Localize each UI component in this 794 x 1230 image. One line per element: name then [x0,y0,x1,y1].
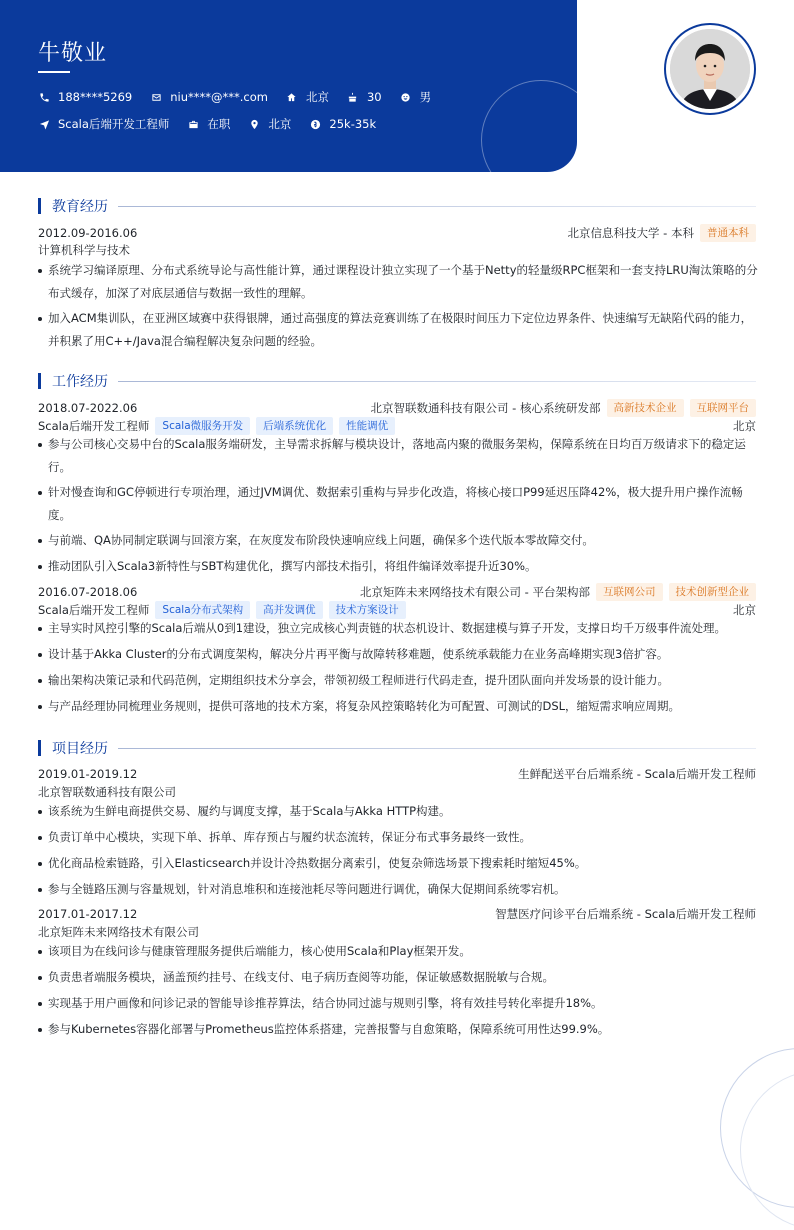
job-intent-row [38,116,394,132]
projects-section-header [38,738,756,758]
education-row [38,224,756,242]
contact-row [38,89,449,105]
skill-tag: 高并发调优 [256,601,323,619]
education-major: 计算机科学与技术 [38,243,130,257]
project-name-role: 智慧医疗问诊平台后端系统 - Scala后端开发工程师 [495,907,756,921]
phone-icon [38,91,50,103]
job-header-row [38,583,756,601]
project-company: 北京矩阵未来网络技术有限公司 [38,925,199,939]
briefcase-icon [187,118,199,130]
project-period: 2017.01-2017.12 [38,907,138,921]
candidate-name: 牛敬业 [38,41,108,66]
email-text: niu****@***.com [170,90,268,104]
avatar [670,29,750,109]
education-tag: 普通本科 [700,224,756,242]
education-section-header [38,196,756,216]
city-item [286,89,329,105]
list-item: 参与全链路压测与容量规划，针对消息堆积和连接池耗尽等问题进行调优，确保大促期间系统零宕机。 [38,878,758,901]
job-target-item [38,116,169,132]
send-icon [38,118,50,130]
job-role: Scala后端开发工程师 [38,419,150,433]
target-city-text: 北京 [268,117,292,131]
section-divider [118,206,756,207]
skill-tag: 性能调优 [339,417,395,435]
section-title: 工作经历 [52,374,108,390]
header-banner [0,0,577,172]
phone-text: 188****5269 [58,90,133,104]
list-item: 优化商品检索链路，引入Elasticsearch并设计冷热数据分离索引，使复杂筛选场景下搜索耗时缩短45%。 [38,852,758,875]
job-role: Scala后端开发工程师 [38,603,150,617]
home-icon [286,91,298,103]
education-major-row [38,242,756,258]
avatar-frame [664,23,756,115]
job-company-group [360,583,756,601]
list-item: 输出架构决策记录和代码范例，定期组织技术分享会，带领初级工程师进行代码走查，提升团队面向并发场景的设计能力。 [38,669,758,692]
name-underline [38,71,70,73]
skill-tag: Scala微服务开发 [155,417,250,435]
list-item: 与前端、QA协同制定联调与回滚方案，在灰度发布阶段快速响应线上问题，确保多个迭代版本零故障交付。 [38,529,758,552]
job-company: 北京智联数通科技有限公司 - 核心系统研发部 [370,401,601,415]
section-title: 教育经历 [52,199,108,215]
mail-icon [150,91,162,103]
list-item: 负责订单中心模块，实现下单、拆单、库存预占与履约状态流转，保证分布式事务最终一致性。 [38,826,758,849]
company-tag: 互联网公司 [596,583,663,601]
section-bar [38,740,41,756]
company-tag: 技术创新型企业 [669,583,757,601]
list-item: 参与公司核心交易中台的Scala服务端研发，主导需求拆解与模块设计，落地高内聚的微服务架构，保障系统在日均百万级请求下的稳定运行。 [38,433,758,479]
list-item: 负责患者端服务模块，涵盖预约挂号、在线支付、电子病历查阅等功能，保证敏感数据脱敏与合规。 [38,966,758,989]
list-item: 该系统为生鲜电商提供交易、履约与调度支撑，基于Scala与Akka HTTP构建。 [38,800,758,823]
job-target-text: Scala后端开发工程师 [58,117,170,131]
education-school: 北京信息科技大学 - 本科 [567,226,694,240]
project-company: 北京智联数通科技有限公司 [38,785,176,799]
job-period: 2016.07-2018.06 [38,585,138,599]
status-text: 在职 [207,117,231,131]
job-period: 2018.07-2022.06 [38,401,138,415]
job-location: 北京 [733,419,756,433]
list-item: 针对慢查询和GC停顿进行专项治理，通过JVM调优、数据索引重构与异步化改造，将核心接口P99延迟压降42%，极大提升用户操作流畅度。 [38,481,758,527]
section-bar [38,373,41,389]
education-period: 2012.09-2016.06 [38,226,138,240]
company-tag: 互联网平台 [690,399,757,417]
email-item [150,90,268,104]
status-item [187,116,230,132]
decorative-circle [481,80,577,172]
section-divider [118,748,756,749]
skill-tag: 技术方案设计 [329,601,406,619]
salary-text: 25k-35k [329,117,377,131]
age-item [347,90,382,104]
gender-text: 男 [419,90,432,104]
section-divider [118,381,756,382]
education-school-group [568,224,756,242]
location-icon [248,118,260,130]
phone-item [38,90,132,104]
list-item: 设计基于Akka Cluster的分布式调度架构，解决分片再平衡与故障转移难题，使系统承载能力在业务高峰期实现3倍扩容。 [38,643,758,666]
project-period: 2019.01-2019.12 [38,767,138,781]
work-section-header [38,371,756,391]
job-location: 北京 [733,603,756,617]
job-header-row [38,399,756,417]
list-item: 主导实时风控引擎的Scala后端从0到1建设，独立完成核心判责链的状态机设计、数据建模与算子开发，支撑日均千万级事件流处理。 [38,617,758,640]
skill-tag: 后端系统优化 [256,417,333,435]
list-item: 与产品经理协同梳理业务规则，提供可落地的技术方案，将复杂风控策略转化为可配置、可测试的DSL，缩短需求响应周期。 [38,695,758,718]
list-item: 加入ACM集训队，在亚洲区域赛中获得银牌，通过高强度的算法竞赛训练了在极限时间压力下定位边界条件、快速编写无缺陷代码的能力，并积累了用C++/Java混合编程解决复杂问题的经验。 [38,307,758,353]
project-name-role: 生鲜配送平台后端系统 - Scala后端开发工程师 [518,767,756,781]
target-city-item [248,116,291,132]
list-item: 该项目为在线问诊与健康管理服务提供后端能力，核心使用Scala和Play框架开发。 [38,940,758,963]
section-bar [38,198,41,214]
salary-icon [309,118,321,130]
list-item: 推动团队引入Scala3新特性与SBT构建优化，撰写内部技术指引，将组件编译效率提升近30%。 [38,555,758,578]
section-title: 项目经历 [52,741,108,757]
company-tag: 高新技术企业 [607,399,684,417]
project-company-row [38,924,756,940]
job-company: 北京矩阵未来网络技术有限公司 - 平台架构部 [360,585,590,599]
age-text: 30 [366,90,382,104]
project-company-row [38,784,756,800]
job-company-group [371,399,756,417]
list-item: 系统学习编译原理、分布式系统导论与高性能计算，通过课程设计独立实现了一个基于Netty的轻量级RPC框架和一套支持LRU淘汰策略的分布式缓存，加深了对底层通信与数据一致性的理解。 [38,259,758,305]
gender-item [400,89,432,105]
list-item: 实现基于用户画像和问诊记录的智能导诊推荐算法，结合协同过滤与规则引擎，将有效挂号转化率提升18%。 [38,992,758,1015]
salary-item [309,117,376,131]
gender-icon [400,91,412,103]
skill-tag: Scala分布式架构 [155,601,250,619]
list-item: 参与Kubernetes容器化部署与Prometheus监控体系搭建，完善报警与自愈策略，保障系统可用性达99.9%。 [38,1018,758,1041]
cake-icon [347,91,359,103]
project-header-row [38,906,756,922]
project-header-row [38,766,756,782]
city-text: 北京 [305,90,329,104]
